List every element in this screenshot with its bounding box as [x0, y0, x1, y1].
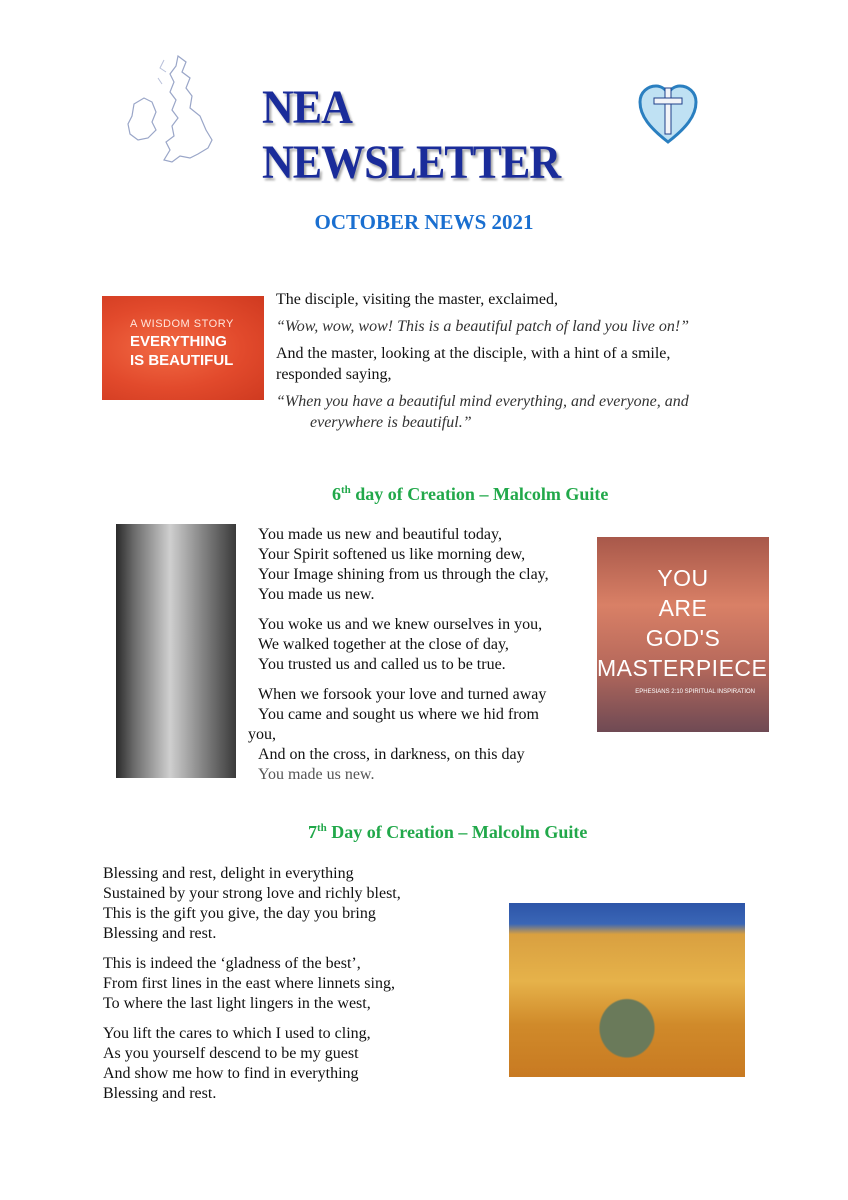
day6-heading-ordinal: th	[341, 484, 351, 496]
wisdom-image-title-line1: EVERYTHING	[130, 333, 227, 350]
uk-ireland-map-icon	[120, 52, 220, 176]
poem-line: You came and sought us where we hid from	[258, 706, 539, 723]
poem-line: Your Image shining from us through the clay,	[258, 566, 549, 583]
poem-line: As you yourself descend to be my guest	[103, 1045, 359, 1062]
day6-heading-title: day of Creation – Malcolm Guite	[350, 484, 609, 504]
day7-heading	[308, 822, 587, 843]
masterpiece-line: GOD'S	[645, 625, 721, 651]
issue-title: OCTOBER NEWS 2021	[314, 210, 534, 234]
day7-heading-number: 7	[308, 822, 317, 842]
van-gogh-painting	[509, 903, 745, 1077]
masterpiece-line: MASTERPIECE.	[597, 655, 775, 681]
poem-line: Sustained by your strong love and richly blest,	[103, 885, 401, 902]
poem-line: Your Spirit softened us like morning dew,	[258, 546, 526, 563]
wisdom-story-image	[102, 296, 264, 400]
poem-line: Blessing and rest.	[103, 1085, 217, 1102]
story-quote-line: “When you have a beautiful mind everything, and everyone, and	[276, 393, 689, 410]
poem-stanza	[248, 615, 578, 675]
poem-line: From first lines in the east where linnets sing,	[103, 975, 395, 992]
poem-stanza	[248, 525, 578, 605]
wisdom-image-title-line2: IS BEAUTIFUL	[130, 352, 234, 369]
poem-stanza	[103, 954, 463, 1014]
poem-line: We walked together at the close of day,	[258, 636, 509, 653]
poem-line: You made us new.	[258, 766, 375, 783]
story-quote-line: everywhere is beautiful.”	[310, 414, 472, 431]
poem-line: You made us new.	[258, 586, 375, 603]
masterpiece-line: YOU	[657, 565, 709, 591]
day6-heading-number: 6	[332, 484, 341, 504]
poem-line: You woke us and we knew ourselves in you,	[258, 616, 543, 633]
poem-line: You made us new and beautiful today,	[258, 526, 502, 543]
wisdom-story-text	[276, 289, 736, 439]
wisdom-image-caption: A WISDOM STORY	[130, 318, 234, 330]
poem-line: To where the last light lingers in the west,	[103, 995, 371, 1012]
poem-line: And on the cross, in darkness, on this day	[258, 746, 525, 763]
poem-line: You lift the cares to which I used to cling,	[103, 1025, 371, 1042]
poem-stanza	[103, 864, 463, 944]
poem-line: you,	[248, 726, 276, 743]
story-paragraph: The disciple, visiting the master, exclaimed,	[276, 291, 558, 308]
poem-line: Blessing and rest, delight in everything	[103, 865, 354, 882]
story-quote	[276, 391, 736, 433]
poem-line: And show me how to find in everything	[103, 1065, 359, 1082]
day7-heading-title: Day of Creation – Malcolm Guite	[326, 822, 588, 842]
story-quote: “Wow, wow, wow! This is a beautiful patch of land you live on!”	[276, 318, 690, 335]
poem-line: This is the gift you give, the day you bring	[103, 905, 376, 922]
poem-line: You trusted us and called us to be true.	[258, 656, 506, 673]
day7-poem	[103, 864, 463, 1114]
statue-photo	[116, 524, 236, 778]
day6-poem	[248, 525, 578, 795]
heart-cross-icon	[636, 80, 700, 146]
masterpiece-citation: EPHESIANS 2:10 SPIRITUAL INSPIRATION	[635, 689, 755, 695]
poem-line: This is indeed the ‘gladness of the best’,	[103, 955, 361, 972]
newsletter-masthead: NEA NEWSLETTER	[262, 81, 561, 189]
poem-line: Blessing and rest.	[103, 925, 217, 942]
poem-stanza	[103, 1024, 463, 1104]
day7-heading-ordinal: th	[317, 822, 327, 834]
masterpiece-image	[597, 537, 775, 732]
poem-stanza	[248, 685, 578, 785]
day6-heading	[332, 484, 608, 505]
story-paragraph: And the master, looking at the disciple, with a hint of a smile, responded saying,	[276, 345, 671, 383]
poem-line: When we forsook your love and turned away	[258, 686, 547, 703]
masterpiece-line: ARE	[658, 595, 708, 621]
